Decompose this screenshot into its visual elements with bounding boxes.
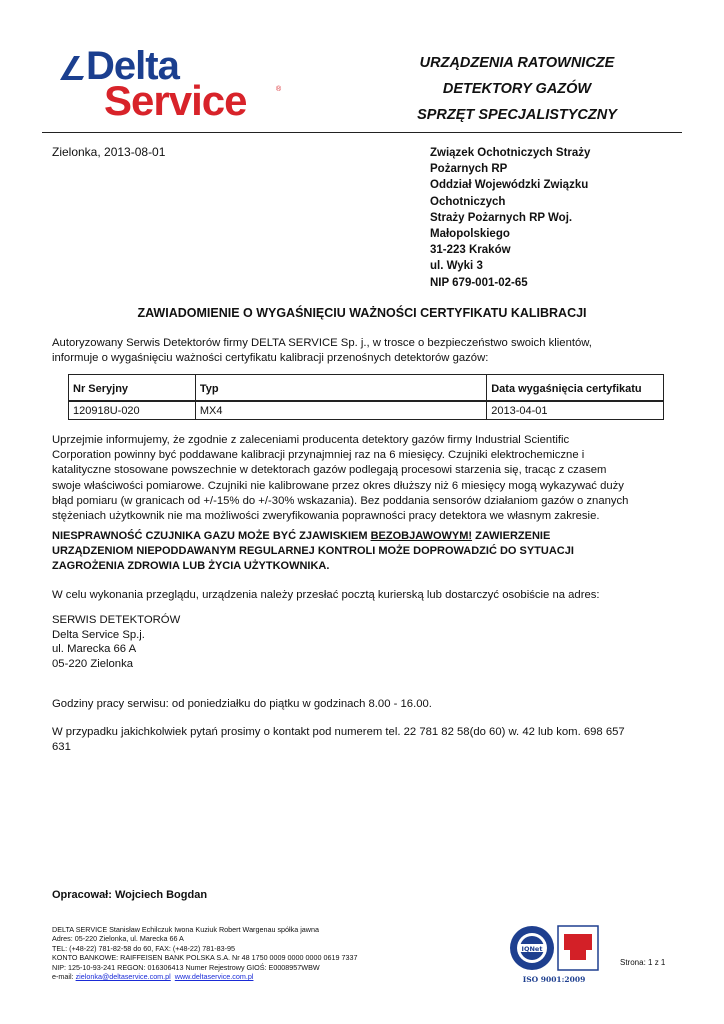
service-address <box>52 613 180 671</box>
delta-triangle-icon <box>58 52 88 82</box>
service-address-line: SERWIS DETEKTORÓW <box>52 614 181 626</box>
letter-date: Zielonka, 2013-08-01 <box>52 145 166 159</box>
tagline-line: SPRZĘT SPECJALISTYCZNY <box>417 107 617 123</box>
review-instructions: W celu wykonania przeglądu, urządzenia należy przesłać pocztą kurierską lub dostarczyć osobiście na adres: <box>52 589 600 601</box>
service-hours: Godziny pracy serwisu: od poniedziałku do piątku w godzinach 8.00 - 16.00. <box>52 698 432 710</box>
intro-paragraph <box>52 336 672 366</box>
contact-info <box>52 725 672 755</box>
recipient-line: Straży Pożarnych RP Woj. <box>430 211 573 224</box>
tagline-line: DETEKTORY GAZÓW <box>442 81 592 97</box>
contact-line: 631 <box>52 741 71 754</box>
email-label: e-mail: <box>52 972 76 982</box>
body-line: swoje właściwości pomiarowe. Czujniki nie kalibrowane przez okres dłuższy niż 6 miesięcy mogą wykazywać duży <box>52 479 624 492</box>
body-line: Uprzejmie informujemy, że zgodnie z zaleceniami producenta detektory gazów firmy Industrial Scientific <box>52 434 570 446</box>
intro-line: Autoryzowany Serwis Detektorów firmy DELTA SERVICE Sp. j., w trosce o bezpieczeństwo swoich klientów, <box>52 337 592 349</box>
column-header-serial: Nr Seryjny <box>69 375 196 402</box>
certificate-table <box>68 374 664 420</box>
warning-text: NIESPRAWNOŚĆ CZUJNIKA GAZU MOŻE BYĆ ZJAWISKIEM <box>52 530 371 542</box>
recipient-line: Związek Ochotniczych Straży <box>430 147 591 159</box>
body-paragraph <box>52 433 672 524</box>
email-link[interactable]: zielonka@deltaservice.com.pl <box>75 972 171 982</box>
recipient-line: NIP 679-001-02-65 <box>430 276 528 289</box>
table-header-row <box>69 375 664 402</box>
warning-line: ZAGROŻENIA ZDROWIA LUB ŻYCIA UŻYTKOWNIKA. <box>52 560 330 572</box>
author-signature: Opracował: Wojciech Bogdan <box>52 889 208 901</box>
safety-warning <box>52 529 682 574</box>
body-line: Corporation powinny być poddawane kalibracji przynajmniej raz na 6 miesięcy. Czujniki elektrochemiczne i <box>52 449 585 462</box>
recipient-line: Pożarnych RP <box>430 163 508 176</box>
recipient-address <box>430 145 620 291</box>
website-link[interactable]: www.deltaservice.com.pl <box>174 972 254 982</box>
company-logo <box>58 46 298 124</box>
column-header-type: Typ <box>195 375 486 402</box>
tagline-line: URZĄDZENIA RATOWNICZE <box>419 55 615 71</box>
body-line: stężeniach użytkownik nie ma możliwości zweryfikowania poprawności pracy detektora we własnym zakresie. <box>52 510 600 523</box>
intro-line: informuje o wygaśnięciu ważności certyfikatu kalibracji przenośnych detektorów gazów: <box>52 352 489 365</box>
company-tagline <box>397 50 637 128</box>
cell-serial: 120918U-020 <box>69 401 196 420</box>
iqnet-label: IQNet <box>521 945 543 953</box>
warning-line: URZĄDZENIOM NIEPODDAWANYM REGULARNEJ KONTROLI MOŻE DOPROWADZIĆ DO SYTUACJI <box>52 545 574 557</box>
footer-line: KONTO BANKOWE: RAIFFEISEN BANK POLSKA S.A. Nr 48 1750 0009 0000 0000 0619 7337 <box>52 953 358 963</box>
recipient-line: Ochotniczych <box>430 195 506 208</box>
cell-type: MX4 <box>195 401 486 420</box>
body-line: błąd pomiaru (w granicach od +/-15% do +/-30% wskazania). Bez poddania sensorów działaniom gazów o znanych <box>52 494 629 507</box>
footer-line: Adres: 05-220 Zielonka, ul. Marecka 66 A <box>52 934 184 944</box>
recipient-line: ul. Wyki 3 <box>430 260 483 273</box>
company-footer <box>52 925 452 981</box>
recipient-line: Małopolskiego <box>430 228 510 241</box>
warning-text: ZAWIERZENIE <box>472 530 551 542</box>
footer-line: TEL: (+48-22) 781-82-58 do 60, FAX: (+48-22) 781-83-95 <box>52 943 235 953</box>
warning-line <box>52 529 682 544</box>
iso-label: ISO 9001:2009 <box>522 975 586 984</box>
service-address-line: ul. Marecka 66 A <box>52 643 137 655</box>
footer-line: NIP: 125-10-93-241 REGON: 016306413 Numer Rejestrowy GIOŚ: E0008957WBW <box>52 962 320 972</box>
table-row <box>69 401 664 420</box>
iso-certification-badge <box>508 922 600 986</box>
column-header-expiry: Data wygaśnięcia certyfikatu <box>487 375 664 402</box>
recipient-line: Oddział Wojewódzki Związku <box>430 179 589 192</box>
warning-emphasis: BEZOBJAWOWYM! <box>370 530 473 542</box>
footer-line: DELTA SERVICE Stanisław Echilczuk Iwona Kuziuk Robert Wargenau spółka jawna <box>52 925 319 934</box>
service-address-line: Delta Service Sp.j. <box>52 628 145 641</box>
body-line: katalityczne stosowane powszechnie w detektorach gazów podlegają procesowi starzenia się, tracąc z czasem <box>52 464 607 477</box>
footer-contact-line <box>52 972 452 981</box>
service-address-line: 05-220 Zielonka <box>52 657 134 670</box>
cell-expiry: 2013-04-01 <box>487 401 664 420</box>
contact-line: W przypadku jakichkolwiek pytań prosimy o kontakt pod numerem tel. 22 781 82 58(do 60) w. 42 lub kom. 698 657 <box>52 726 625 738</box>
header-divider <box>42 132 682 133</box>
logo-word-service: Service <box>104 77 247 124</box>
logo-word-delta: Delta <box>86 44 179 88</box>
page-number: Strona: 1 z 1 <box>620 958 666 967</box>
certification-seal-icon <box>508 922 600 986</box>
document-title: ZAWIADOMIENIE O WYGAŚNIĘCIU WAŻNOŚCI CERTYFIKATU KALIBRACJI <box>137 306 587 320</box>
logo-registered-mark: ® <box>276 86 282 93</box>
recipient-line: 31-223 Kraków <box>430 244 511 257</box>
